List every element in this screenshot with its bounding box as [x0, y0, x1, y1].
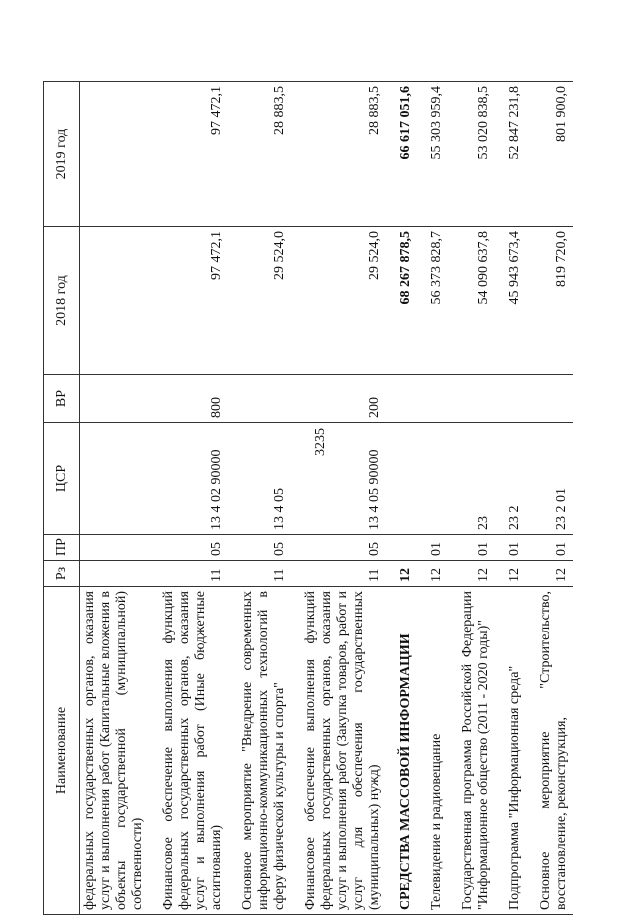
cell-name: Основное мероприятие "Внедрение современных информационно-коммуникационных технологий в сферу физической культуры и спорта" — [228, 587, 291, 915]
cell-y2019: 28 883,5 — [291, 82, 386, 227]
table-row — [291, 82, 386, 915]
cell-pr: 01 — [495, 535, 526, 561]
table-row — [495, 82, 526, 915]
cell-name: федеральных государственных органов, оказания услуг и выполнения работ (Капитальные вложения в объекты государственной (муниципальной) собственности) — [80, 587, 150, 915]
cell-pr: 01 — [417, 535, 448, 561]
cell-csr: 13 4 02 90000 — [149, 423, 228, 535]
cell-csr: 23 2 01 — [526, 423, 573, 535]
cell-csr: 13 4 05 — [228, 423, 291, 535]
header-2019: 2019 год — [44, 82, 80, 227]
cell-y2018 — [80, 227, 150, 375]
table-header-row — [44, 82, 80, 915]
table-body — [80, 82, 574, 915]
cell-y2018: 819 720,0 — [526, 227, 573, 375]
cell-name: Государственная программа Российской Федерации "Информационное общество (2011 - 2020 годы)" — [448, 587, 495, 915]
page-number: 3235 — [313, 428, 328, 456]
cell-rz: 11 — [291, 561, 386, 587]
cell-name: Подпрограмма "Информационная среда" — [495, 587, 526, 915]
cell-y2018: 56 373 828,7 — [417, 227, 448, 375]
cell-y2018: 68 267 878,5 — [386, 227, 417, 375]
table-row — [386, 82, 417, 915]
cell-y2019: 97 472,1 — [149, 82, 228, 227]
header-rz: Рз — [44, 561, 80, 587]
cell-y2019: 55 303 959,4 — [417, 82, 448, 227]
table-row — [228, 82, 291, 915]
cell-csr: 13 4 05 90000 — [291, 423, 386, 535]
cell-pr: 01 — [448, 535, 495, 561]
cell-y2018: 29 524,0 — [228, 227, 291, 375]
header-vr: ВР — [44, 375, 80, 423]
cell-rz: 12 — [417, 561, 448, 587]
table-row — [149, 82, 228, 915]
cell-pr — [80, 535, 150, 561]
cell-y2018: 97 472,1 — [149, 227, 228, 375]
cell-y2018: 29 524,0 — [291, 227, 386, 375]
table-row — [448, 82, 495, 915]
budget-table-rotated — [43, 82, 587, 915]
cell-name: СРЕДСТВА МАССОВОЙ ИНФОРМАЦИИ — [386, 587, 417, 915]
cell-y2018: 54 090 637,8 — [448, 227, 495, 375]
header-csr: ЦСР — [44, 423, 80, 535]
cell-y2019: 53 020 838,5 — [448, 82, 495, 227]
header-pr: ПР — [44, 535, 80, 561]
cell-vr — [495, 375, 526, 423]
cell-y2019: 28 883,5 — [228, 82, 291, 227]
header-name: Наименование — [44, 587, 80, 915]
cell-vr — [228, 375, 291, 423]
cell-pr — [386, 535, 417, 561]
cell-csr: 23 2 — [495, 423, 526, 535]
table-row — [80, 82, 150, 915]
cell-rz: 12 — [495, 561, 526, 587]
budget-table — [43, 81, 573, 915]
table-row — [526, 82, 573, 915]
cell-rz: 11 — [149, 561, 228, 587]
cell-name: Финансовое обеспечение выполнения функций федеральных государственных органов, оказания услуг и выполнения работ (Закупка товаров, работ и услуг для обеспечения государственных (муниципальных) нужд) — [291, 587, 386, 915]
cell-name: Телевидение и радиовещание — [417, 587, 448, 915]
cell-y2018: 45 943 673,4 — [495, 227, 526, 375]
cell-pr: 05 — [228, 535, 291, 561]
cell-rz: 12 — [448, 561, 495, 587]
cell-csr: 23 — [448, 423, 495, 535]
cell-pr: 01 — [526, 535, 573, 561]
cell-name: Основное мероприятие "Строительство, восстановление, реконструкция, — [526, 587, 573, 915]
cell-name: Финансовое обеспечение выполнения функций федеральных государственных органов, оказания услуг и выполнения работ (Иные бюджетные ассигнования) — [149, 587, 228, 915]
cell-csr — [80, 423, 150, 535]
cell-vr — [448, 375, 495, 423]
cell-rz — [80, 561, 150, 587]
cell-rz: 11 — [228, 561, 291, 587]
cell-vr: 800 — [149, 375, 228, 423]
cell-y2019 — [80, 82, 150, 227]
cell-vr — [80, 375, 150, 423]
cell-vr — [386, 375, 417, 423]
cell-rz: 12 — [526, 561, 573, 587]
cell-pr: 05 — [291, 535, 386, 561]
cell-vr — [417, 375, 448, 423]
cell-csr — [386, 423, 417, 535]
cell-y2019: 66 617 051,6 — [386, 82, 417, 227]
cell-y2019: 801 900,0 — [526, 82, 573, 227]
cell-vr: 200 — [291, 375, 386, 423]
cell-pr: 05 — [149, 535, 228, 561]
table-row — [417, 82, 448, 915]
cell-y2019: 52 847 231,8 — [495, 82, 526, 227]
cell-vr — [526, 375, 573, 423]
cell-rz: 12 — [386, 561, 417, 587]
header-2018: 2018 год — [44, 227, 80, 375]
cell-csr — [417, 423, 448, 535]
